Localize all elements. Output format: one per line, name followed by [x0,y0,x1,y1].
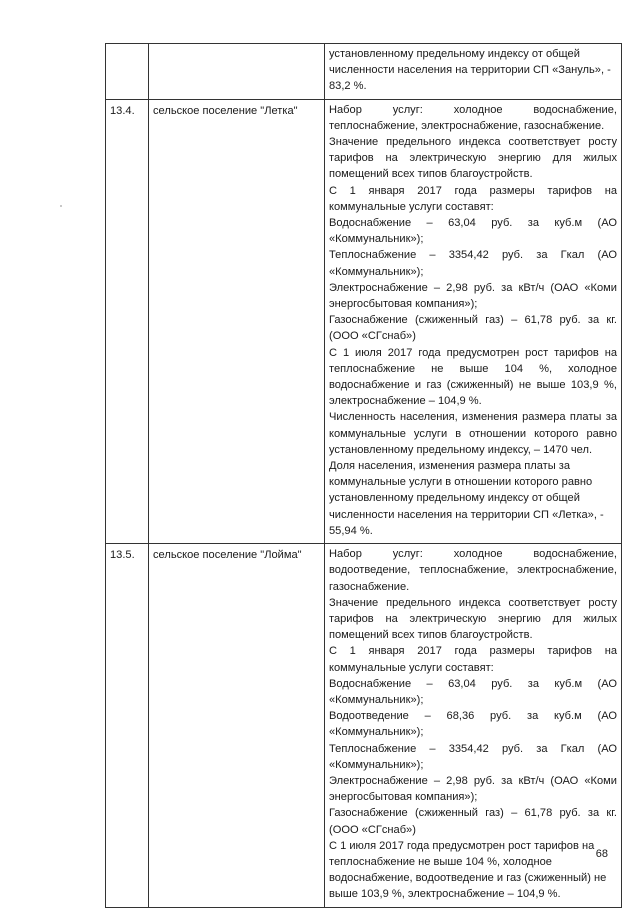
paragraph: С 1 января 2017 года размеры тарифов на коммунальные услуги составят: [329,184,617,213]
paragraph: Набор услуг: холодное водоснабжение, теплоснабжение, электроснабжение, газоснабжение. [329,103,617,132]
table-row [106,99,622,543]
settlement-name: сельское поселение "Летка" [149,99,325,543]
settlement-name [149,44,325,100]
page-number: 68 [595,848,608,860]
row-number [106,44,149,100]
paragraph: Теплоснабжение – 3354,42 руб. за Гкал (АО «Коммунальник»); [329,249,617,278]
paragraph: Водоснабжение – 63,04 руб. за куб.м (АО «Коммунальник»); [329,677,617,706]
paragraph: Теплоснабжение – 3354,42 руб. за Гкал (АО «Коммунальник»); [329,742,617,771]
paragraph: С 1 июля 2017 года предусмотрен рост тарифов на теплоснабжение не выше 104 %, холодное водоснабжение и газ (сжиженный) не выше 103,9 %, электроснабжение – 104,9 %. [329,346,617,408]
paragraph: Газоснабжение (сжиженный газ) – 61,78 руб. за кг. (ООО «СГснаб») [329,807,617,836]
row-number: 13.5. [106,544,149,907]
description-cell [325,44,622,100]
paragraph: Газоснабжение (сжиженный газ) – 61,78 руб. за кг. (ООО «СГснаб») [329,314,617,343]
paragraph: Водоснабжение – 63,04 руб. за куб.м (АО «Коммунальник»); [329,217,617,246]
paragraph: Значение предельного индекса соответствует росту тарифов на электрическую энергию для жилых помещений всех типов благоустройств. [329,596,617,642]
table-row [106,44,622,100]
paragraph: Водоотведение – 68,36 руб. за куб.м (АО «Коммунальник»); [329,710,617,739]
scan-artifact [60,205,62,207]
paragraph: Электроснабжение – 2,98 руб. за кВт/ч (ОАО «Коми энергосбытовая компания»); [329,774,617,804]
description-cell [325,99,622,543]
paragraph: С 1 января 2017 года размеры тарифов на коммунальные услуги составят: [329,645,617,674]
paragraph: установленному предельному индексу от общей численности населения на территории СП «Зануль», - 83,2 %. [329,48,611,93]
row-number: 13.4. [106,99,149,543]
description-cell [325,544,622,907]
paragraph: Значение предельного индекса соответствует росту тарифов на электрическую энергию для жилых помещений всех типов благоустройств. [329,136,617,181]
paragraph: Численность населения, изменения размера платы за коммунальные услуги в отношении которого равно установленному предельному индексу, – 1470 чел. [329,411,617,456]
table-row [106,544,622,907]
paragraph: Электроснабжение – 2,98 руб. за кВт/ч (ОАО «Коми энергосбытовая компания»); [329,281,617,311]
paragraph: Набор услуг: холодное водоснабжение, водоотведение, теплоснабжение, электроснабжение, газоснабжение. [329,548,617,593]
paragraph: Доля населения, изменения размера платы за коммунальные услуги в отношении которого равно установленному предельному индексу от общей численности населения на территории СП «Летка», - 55,94 %. [329,460,604,537]
paragraph: С 1 июля 2017 года предусмотрен рост тарифов на теплоснабжение не выше 104 %, холодное водоснабжение, водоотведение и газ (сжиженный) не выше 103,9 %, электроснабжение – 104,9 %. [329,839,607,901]
settlement-name: сельское поселение "Лойма" [149,544,325,907]
tariff-table [105,43,622,908]
